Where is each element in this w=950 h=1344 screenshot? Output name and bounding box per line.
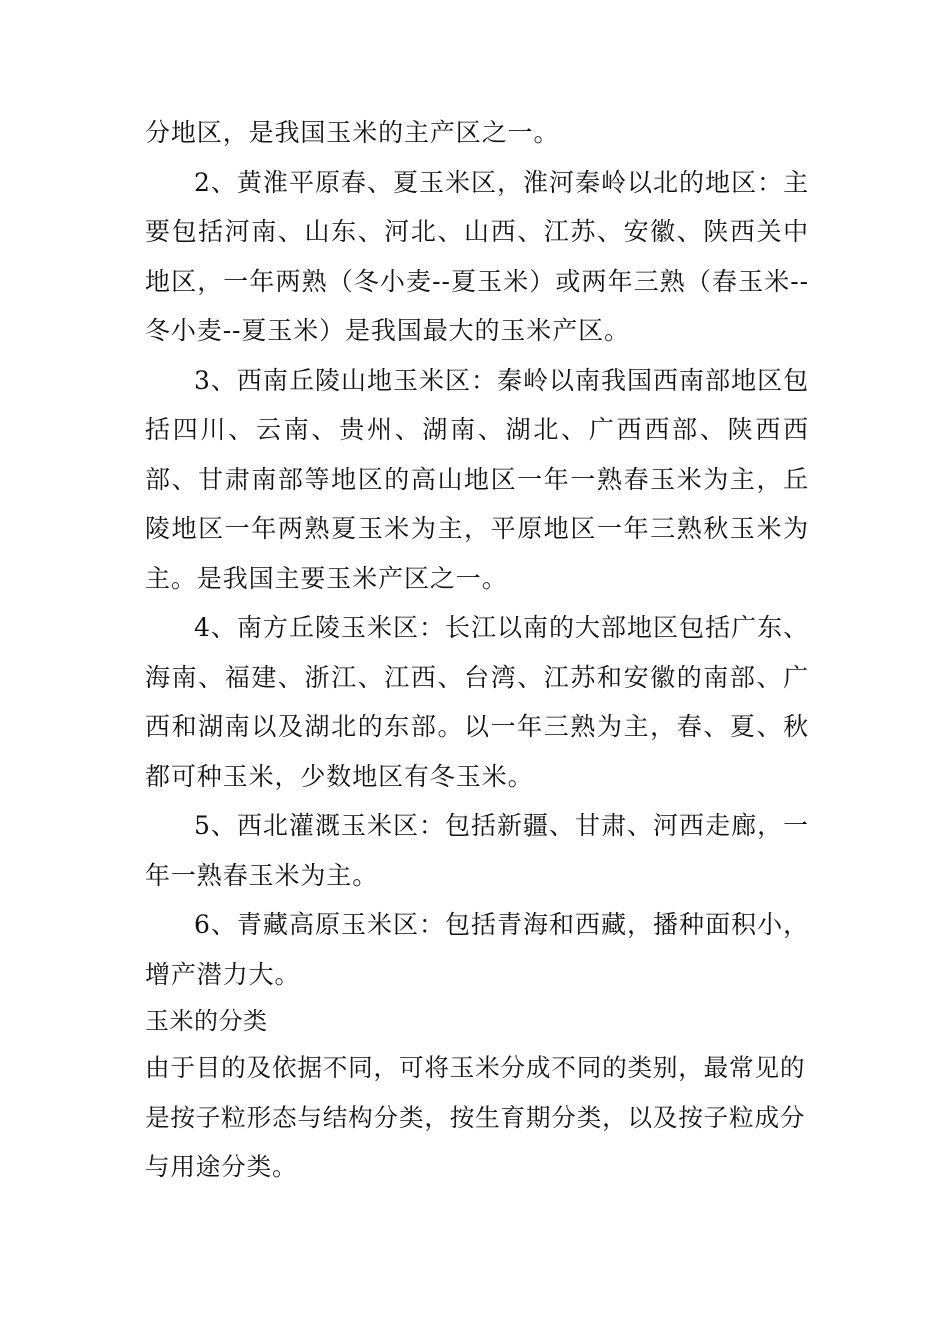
document-page bbox=[145, 108, 809, 1192]
paragraph-region-3: 3、西南丘陵山地玉米区：秦岭以南我国西南部地区包括四川、云南、贵州、湖南、湖北、广西西部、陕西西部、甘肃南部等地区的高山地区一年一熟春玉米为主，丘陵地区一年两熟夏玉米为主，平原地区一年三熟秋玉米为主。是我国主要玉米产区之一。 bbox=[145, 365, 809, 593]
section-heading: 玉米的分类 bbox=[145, 1007, 268, 1035]
paragraph-continuation: 分地区，是我国玉米的主产区之一。 bbox=[145, 118, 560, 147]
paragraph-region-6: 6、青藏高原玉米区：包括青海和西藏，播种面积小，增产潜力大。 bbox=[145, 910, 809, 989]
paragraph-region-5: 5、西北灌溉玉米区：包括新疆、甘肃、河西走廊，一年一熟春玉米为主。 bbox=[145, 811, 809, 890]
section-body: 由于目的及依据不同，可将玉米分成不同的类别，最常见的是按子粒形态与结构分类，按生育期分类，以及按子粒成分与用途分类。 bbox=[145, 1053, 806, 1181]
paragraph-region-2: 2、黄淮平原春、夏玉米区，淮河秦岭以北的地区：主要包括河南、山东、河北、山西、江苏、安徽、陕西关中地区，一年两熟（冬小麦--夏玉米）或两年三熟（春玉米--冬小麦--夏玉米）是我国最大的玉米产区。 bbox=[145, 167, 809, 345]
paragraph-region-4: 4、南方丘陵玉米区：长江以南的大部地区包括广东、海南、福建、浙江、江西、台湾、江苏和安徽的南部、广西和湖南以及湖北的东部。以一年三熟为主，春、夏、秋都可种玉米，少数地区有冬玉米。 bbox=[145, 613, 809, 791]
